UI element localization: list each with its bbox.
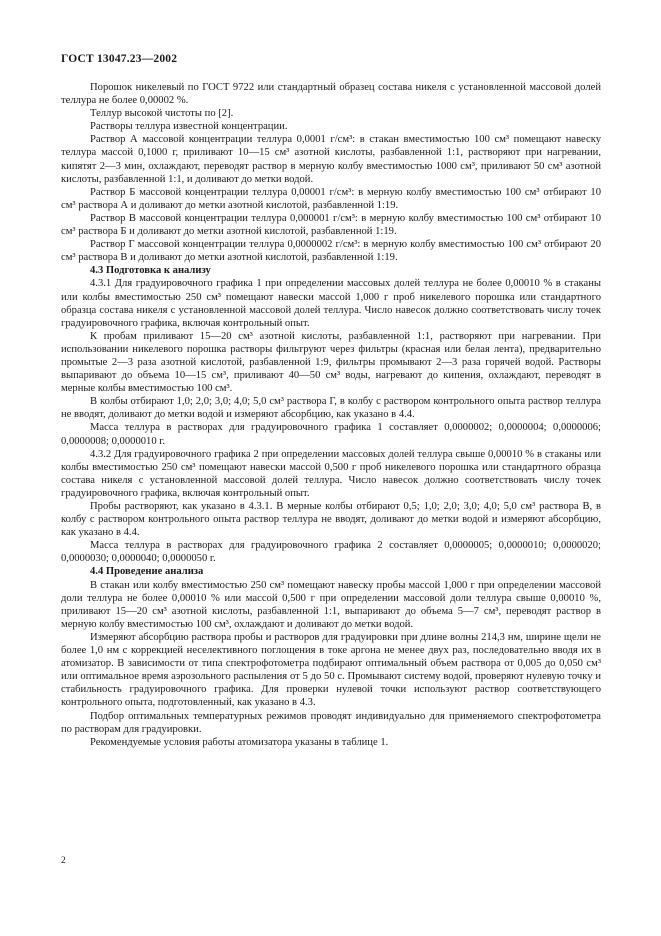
paragraph: Раствор В массовой концентрации теллура 0,000001 г/см³: в мерную колбу вместимостью 100 см³ отбирают 10 см³ раствора Б и доливают до метки азотной кислотой, разбавленной 1:19. xyxy=(61,212,601,238)
document-body xyxy=(61,81,601,749)
section-heading-4-3: 4.3 Подготовка к анализу xyxy=(90,265,211,277)
paragraph: К пробам приливают 15—20 см³ азотной кислоты, разбавленной 1:1, растворяют при нагревании. При использовании никелевого порошка растворы фильтруют через фильтры (красная или белая лента), предварительно промытые 2—3 раза азотной кислотой, разбавленной 1:9, фильтры промывают 2—3 раза горячей водой. Растворы выпаривают до объема 10—15 см³, приливают 40—50 см³ воды, нагревают до кипения, охлаждают, переводят в мерные колбы вместимостью 100 см³. xyxy=(61,330,601,395)
paragraph: В стакан или колбу вместимостью 250 см³ помещают навеску пробы массой 1,000 г при определении массовой доли теллура не более 0,00010 % или массой 0,500 г при определении массовой доли теллура свыше 0,00010 %, приливают 15—20 см³ азотной кислоты, разбавленной 1:1, выпаривают до объема 5—7 см³, переводят раствор в мерную колбу вместимостью 100 см³, охлаждают и доливают до метки водой. xyxy=(61,579,601,630)
paragraph: Масса теллура в растворах для градуировочного графика 2 составляет 0,0000005; 0,0000010; 0,0000020; 0,0000030; 0,0000040; 0,0000050 г. xyxy=(61,540,601,565)
paragraph: Подбор оптимальных температурных режимов проводят индивидуально для применяемого спектрофотометра по растворам для градуировки. xyxy=(61,710,601,735)
paragraph: Теллур высокой чистоты по [2]. xyxy=(90,108,234,120)
paragraph: Раствор Б массовой концентрации теллура 0,00001 г/см³: в мерную колбу вместимостью 100 см³ отбирают 10 см³ раствора А и доливают до метки азотной кислотой, разбавленной 1:19. xyxy=(61,186,601,211)
paragraph: Раствор Г массовой концентрации теллура 0,0000002 г/см³: в мерную колбу вместимостью 100 см³ отбирают 20 см³ раствора В и доливают до метки азотной кислотой, разбавленной 1:19. xyxy=(61,239,601,264)
paragraph: Масса теллура в растворах для градуировочного графика 1 составляет 0,0000002; 0,0000004; 0,0000006; 0,0000008; 0,0000010 г. xyxy=(61,422,601,447)
paragraph: 4.3.2 Для градуировочного графика 2 при определении массовых долей теллура свыше 0,00010 % в стаканы или колбы вместимостью 250 см³ помещают навески массой 0,500 г проб никелевого порошка или стандартного образца состава никеля с установленной массовой долей теллура. Число навесок должно соответствовать числу точек градуировочного графика, включая контрольный опыт. xyxy=(61,448,601,499)
paragraph: Порошок никелевый по ГОСТ 9722 или стандартный образец состава никеля с установленной массовой долей теллура не более 0,00002 %. xyxy=(61,82,601,107)
paragraph: Пробы растворяют, как указано в 4.3.1. В мерные колбы отбирают 0,5; 1,0; 2,0; 3,0; 4,0; 5,0 см³ раствора В, в колбу с раствором контрольного опыта раствор теллура не вводят, доливают до метки водой и измеряют абсорбцию, как указано в 4.4. xyxy=(61,501,601,539)
paragraph: В колбы отбирают 1,0; 2,0; 3,0; 4,0; 5,0 см³ раствора Г, в колбу с раствором контрольного опыта раствор теллура не вводят, доливают до метки водой и измеряют абсорбцию, как указано в 4.4. xyxy=(61,396,601,421)
page-number: 2 xyxy=(61,856,66,866)
paragraph: Растворы теллура известной концентрации. xyxy=(90,121,288,133)
paragraph: Раствор А массовой концентрации теллура 0,0001 г/см³: в стакан вместимостью 100 см³ помещают навеску теллура массой 0,1000 г, приливают 10—15 см³ азотной кислоты, разбавленной 1:1, растворяют при нагревании, кипятят 2—3 мин, охлаждают, переводят раствор в мерную колбу вместимостью 1000 см³, приливают 50 см³ азотной кислоты, разбавленной 1:1, и доливают до метки водой. xyxy=(61,134,601,185)
paragraph: Рекомендуемые условия работы атомизатора указаны в таблице 1. xyxy=(90,736,389,748)
paragraph: Измеряют абсорбцию раствора пробы и растворов для градуировки при длине волны 214,3 нм, ширине щели не более 1,0 нм с коррекцией неселективного поглощения в токе аргона не менее двух раз, последовательно вводя их в атомизатор. В зависимости от типа спектрофотометра подбирают оптимальный объем раствора от 0,005 до 0,050 см³ или оптимальное время аэрозольного распыления от 5 до 50 с. Промывают систему водой, проверяют нулевую точку и стабильность градуировочного графика. Для проверки нулевой точки используют раствор соответствующего контрольного опыта, подготовленный, как указано в 4.3. xyxy=(61,631,601,709)
document-header: ГОСТ 13047.23—2002 xyxy=(61,53,178,65)
paragraph: 4.3.1 Для градуировочного графика 1 при определении массовых долей теллура не более 0,00010 % в стаканы или колбы вместимостью 250 см³ помещают навески массой 1,000 г проб никелевого порошка или стандартного образца состава никеля с установленной массовой долей теллура. Число навесок должно соответствовать числу точек градуировочного графика, включая контрольный опыт. xyxy=(61,278,601,329)
section-heading-4-4: 4.4 Проведение анализа xyxy=(90,566,204,578)
